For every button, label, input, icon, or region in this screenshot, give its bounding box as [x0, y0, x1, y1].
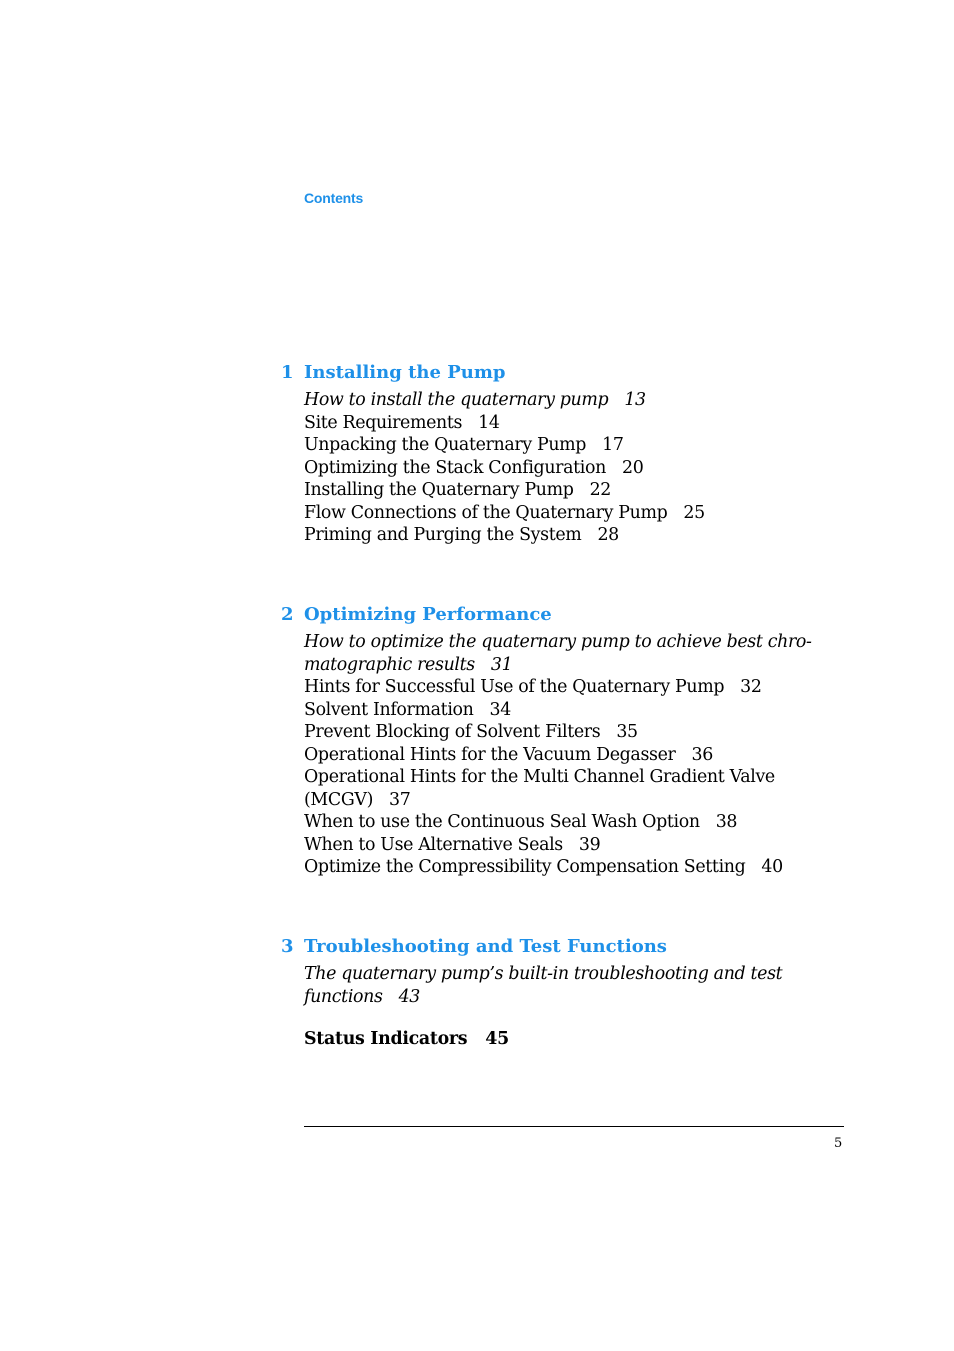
- toc-entry[interactable]: [304, 524, 824, 547]
- toc-entry[interactable]: [304, 434, 824, 457]
- toc-entry[interactable]: [304, 699, 824, 722]
- toc-entries: [304, 631, 824, 879]
- entry-text: The quaternary pump’s built-in troubleshooting and test: [304, 964, 783, 984]
- toc-entry[interactable]: [304, 631, 824, 676]
- entry-page: 13: [624, 390, 646, 410]
- toc-entry[interactable]: [304, 389, 824, 412]
- chapter-title-link[interactable]: Troubleshooting and Test Functions: [304, 936, 667, 957]
- entry-page: 22: [589, 480, 612, 500]
- entry-page: 20: [621, 457, 644, 478]
- entry-page: 34: [489, 699, 511, 720]
- entry-page: 40: [761, 857, 783, 877]
- entry-text: How to optimize the quaternary pump to achieve best chro-: [304, 632, 812, 652]
- entry-page: 31: [490, 654, 513, 675]
- toc-entry[interactable]: [304, 502, 824, 525]
- entry-page: 37: [389, 789, 411, 810]
- toc-entries: [304, 963, 824, 1008]
- entry-text: Operational Hints for the Multi Channel Gradient Valve: [304, 767, 775, 787]
- toc-entries: [304, 389, 824, 547]
- page-number: 5: [834, 1136, 843, 1151]
- toc-entry[interactable]: [304, 721, 824, 744]
- entry-text: Operational Hints for the Vacuum Degasser: [304, 744, 676, 765]
- toc-entry[interactable]: [304, 963, 824, 1008]
- entry-page: 38: [715, 812, 738, 832]
- chapter-number: 2: [281, 604, 294, 625]
- entry-text: How to install the quaternary pump: [304, 390, 609, 410]
- entry-text: When to use the Continuous Seal Wash Option: [304, 812, 700, 832]
- chapter-title-link[interactable]: Installing the Pump: [304, 362, 506, 383]
- entry-text: Flow Connections of the Quaternary Pump: [304, 502, 668, 523]
- entry-text-continued: matographic results: [304, 654, 475, 675]
- toc-entry[interactable]: [304, 744, 824, 767]
- entry-page: 45: [485, 1029, 509, 1049]
- entry-text: Status Indicators: [304, 1029, 468, 1049]
- entry-text: Installing the Quaternary Pump: [304, 480, 574, 500]
- chapter-number: 1: [281, 362, 294, 383]
- toc-entry[interactable]: [304, 856, 824, 879]
- toc-entry-status-indicators[interactable]: [304, 1029, 509, 1049]
- toc-entry[interactable]: [304, 766, 824, 811]
- toc-entry[interactable]: [304, 412, 824, 435]
- entry-page: 28: [597, 525, 619, 545]
- toc-entry[interactable]: [304, 457, 824, 480]
- entry-text: Priming and Purging the System: [304, 525, 582, 545]
- toc-entry[interactable]: [304, 479, 824, 502]
- entry-page: 17: [602, 435, 624, 455]
- entry-text: Unpacking the Quaternary Pump: [304, 435, 587, 455]
- entry-page: 35: [616, 722, 638, 742]
- toc-entry[interactable]: [304, 811, 824, 834]
- entry-text-continued: functions: [304, 986, 383, 1007]
- entry-page: 43: [398, 986, 421, 1007]
- entry-text: Hints for Successful Use of the Quaternary Pump: [304, 677, 725, 697]
- chapter-number: 3: [281, 936, 294, 957]
- entry-text: Solvent Information: [304, 699, 474, 720]
- entry-text: Prevent Blocking of Solvent Filters: [304, 722, 601, 742]
- footer-divider: [304, 1126, 844, 1127]
- toc-entry[interactable]: [304, 834, 824, 857]
- entry-page: 39: [578, 834, 601, 855]
- contents-heading: Contents: [304, 190, 364, 206]
- entry-page: 32: [740, 677, 762, 697]
- entry-text: Optimize the Compressibility Compensation Setting: [304, 857, 746, 877]
- entry-page: 25: [683, 502, 705, 523]
- entry-page: 36: [691, 744, 713, 765]
- entry-text: When to Use Alternative Seals: [304, 834, 563, 855]
- entry-text: Optimizing the Stack Configuration: [304, 457, 606, 478]
- chapter-title-link[interactable]: Optimizing Performance: [304, 604, 552, 625]
- toc-entry[interactable]: [304, 676, 824, 699]
- entry-text: Site Requirements: [304, 412, 463, 433]
- entry-text-continued: (MCGV): [304, 789, 374, 810]
- entry-page: 14: [478, 412, 500, 433]
